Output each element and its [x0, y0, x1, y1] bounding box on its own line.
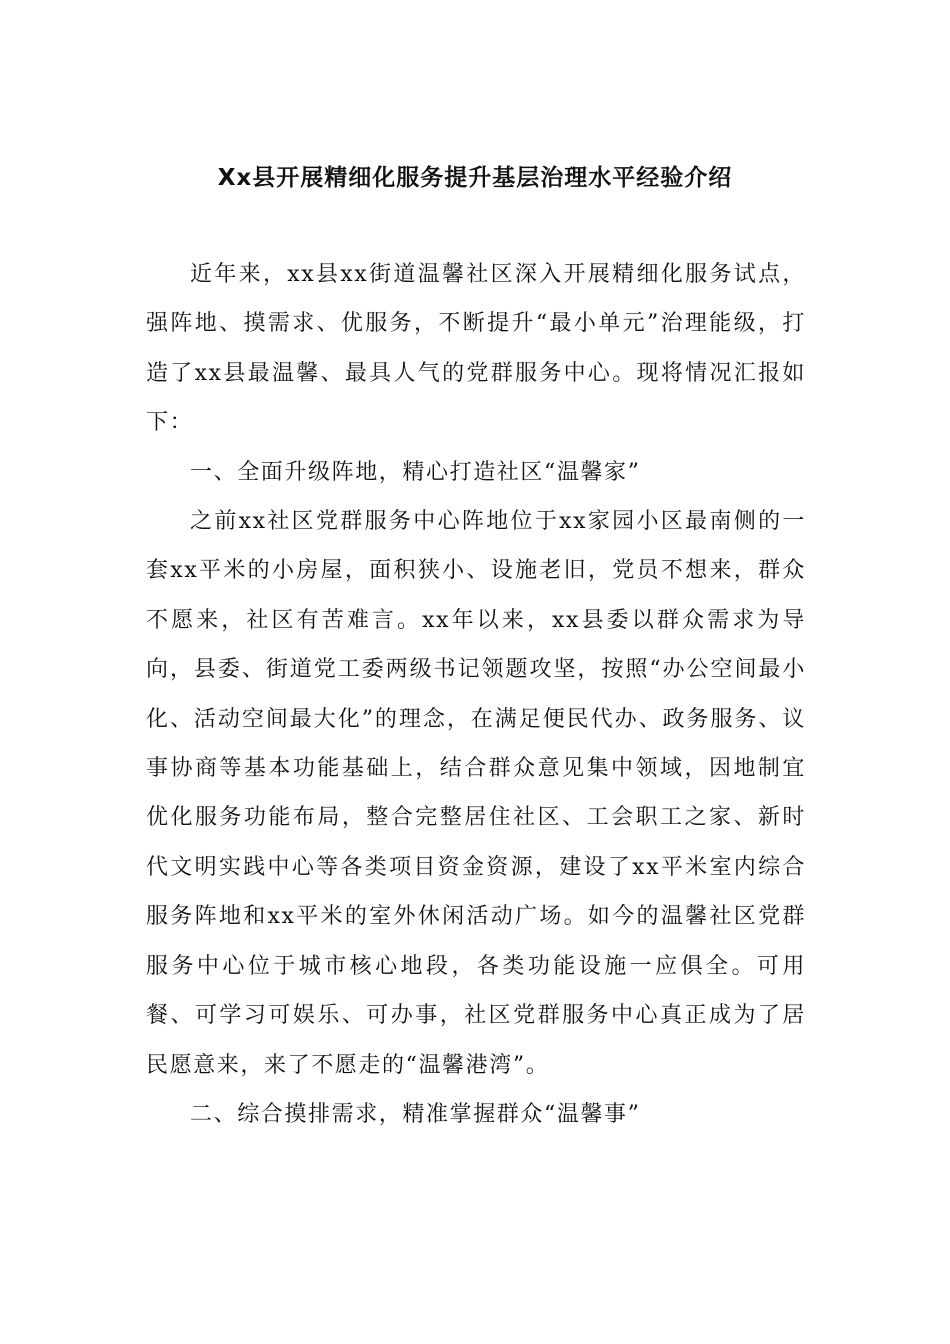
section-heading-1: 一、全面升级阵地，精心打造社区“温馨家” [190, 459, 641, 485]
section-heading-2: 二、综合摸排需求，精准掌握群众“温馨事” [190, 1101, 641, 1127]
document-title: Xx县开展精细化服务提升基层治理水平经验介绍 [217, 165, 733, 191]
paragraph-intro: 近年来，xx县xx街道温馨社区深入开展精细化服务试点，强阵地、摸需求、优服务，不断提升“最小单元”治理能级，打造了xx县最温馨、最具人气的党群服务中心。现将情况汇报如下： [146, 262, 806, 436]
document-body [146, 250, 806, 1139]
paragraph-section-1: 之前xx社区党群服务中心阵地位于xx家园小区最南侧的一套xx平米的小房屋，面积狭小、设施老旧，党员不想来，群众不愿来，社区有苦难言。xx年以来，xx县委以群众需求为导向，县委、街道党工委两级书记领题攻坚，按照“办公空间最小化、活动空间最大化”的理念，在满足便民代办、政务服务、议事协商等基本功能基础上，结合群众意见集中领域，因地制宜优化服务功能布局，整合完整居住社区、工会职工之家、新时代文明实践中心等各类项目资金资源，建设了xx平米室内综合服务阵地和xx平米的室外休闲活动广场。如今的温馨社区党群服务中心位于城市核心地段，各类功能设施一应俱全。可用餐、可学习可娱乐、可办事，社区党群服务中心真正成为了居民愿意来，来了不愿走的“温馨港湾”。 [146, 509, 806, 1078]
